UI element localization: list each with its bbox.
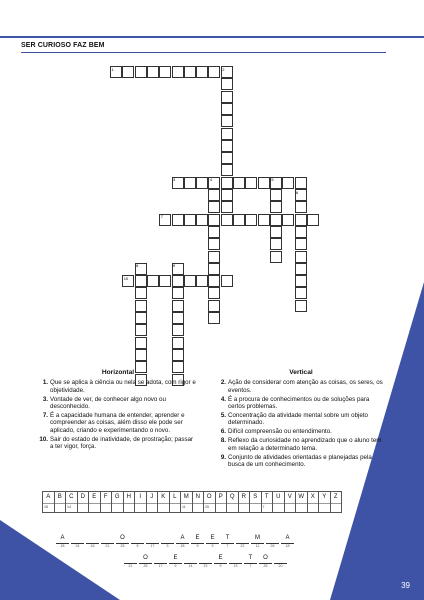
crossword-cell[interactable] xyxy=(221,275,233,287)
answer-code: 17 xyxy=(158,564,163,568)
answer-code: 25 xyxy=(120,544,125,548)
horizontal-heading: Horizontal xyxy=(101,369,135,376)
crossword-cell[interactable] xyxy=(196,275,208,287)
alphabet-letter: I xyxy=(139,494,142,500)
cell-divider xyxy=(181,503,192,504)
crossword-cell[interactable] xyxy=(208,238,220,250)
answer-letter: E xyxy=(195,535,200,541)
clue-number: 8 xyxy=(136,263,139,269)
alphabet-letter: U xyxy=(276,494,281,500)
crossword-cell[interactable] xyxy=(295,177,307,189)
answer-code: 3 xyxy=(166,544,169,548)
crossword-cell[interactable] xyxy=(135,324,147,336)
answer-code: 20 xyxy=(278,564,283,568)
answer-letter xyxy=(86,534,99,542)
crossword-cell[interactable] xyxy=(258,177,270,189)
answer-letter: A xyxy=(60,535,65,541)
vertical-clues xyxy=(216,369,386,470)
answer-slot[interactable] xyxy=(274,554,287,572)
alphabet-code-table xyxy=(43,491,342,513)
cell-divider xyxy=(262,503,273,504)
horizontal-clues xyxy=(38,369,198,452)
answer-code: 22 xyxy=(203,564,208,568)
cell-divider xyxy=(204,503,215,504)
blue-corner-left xyxy=(0,520,120,600)
crossword-cell[interactable] xyxy=(172,300,184,312)
alphabet-letter: O xyxy=(206,494,212,500)
answer-letter: T xyxy=(248,555,253,561)
alphabet-letter: L xyxy=(173,494,177,500)
answer-slot[interactable] xyxy=(116,534,129,552)
cell-divider xyxy=(101,503,112,504)
cell-divider xyxy=(135,503,146,504)
crossword-cell[interactable] xyxy=(221,214,233,226)
answer-code: 26 xyxy=(270,544,275,548)
crossword-cell[interactable] xyxy=(245,177,257,189)
crossword-cell[interactable] xyxy=(221,177,233,189)
clue-number: 4 xyxy=(209,177,213,183)
top-accent-line xyxy=(0,36,424,38)
alphabet-letter: R xyxy=(241,494,246,500)
answer-letter xyxy=(266,534,279,542)
answer-code: 9 xyxy=(174,564,177,568)
answer-code: 21 xyxy=(105,544,110,548)
cell-divider xyxy=(227,503,238,504)
clue-item: 8. Reflexo da curiosidade no aprendizado que o aluno tem em relação a determinado tema. xyxy=(220,437,382,452)
alphabet-letter: Y xyxy=(322,494,327,500)
crossword-cell[interactable] xyxy=(135,337,147,349)
answer-letter xyxy=(161,534,174,542)
answer-slot[interactable] xyxy=(259,554,272,572)
crossword-cell[interactable] xyxy=(208,201,220,213)
answer-code: 25 xyxy=(263,564,268,568)
crossword-cell[interactable] xyxy=(270,214,282,226)
crossword-cell[interactable] xyxy=(196,214,208,226)
alphabet-letter: D xyxy=(80,494,85,500)
answer-slot[interactable] xyxy=(71,534,84,552)
cell-divider xyxy=(43,503,54,504)
crossword-cell[interactable] xyxy=(122,66,134,78)
cell-divider xyxy=(112,503,123,504)
answer-letter xyxy=(124,554,137,562)
crossword-cell[interactable] xyxy=(172,324,184,336)
answer-code: 21 xyxy=(128,564,133,568)
answer-letter xyxy=(71,534,84,542)
answer-letter: T xyxy=(225,535,230,541)
secret-phrase-row-2 xyxy=(124,554,289,572)
crossword-cell[interactable] xyxy=(184,275,196,287)
answer-letter xyxy=(199,554,212,562)
crossword-cell[interactable] xyxy=(208,189,220,201)
answer-letter xyxy=(154,554,167,562)
page-number: 39 xyxy=(401,581,410,590)
crossword-cell[interactable] xyxy=(295,238,307,250)
cell-divider xyxy=(78,503,89,504)
crossword-cell[interactable] xyxy=(172,312,184,324)
cell-divider xyxy=(89,503,100,504)
alphabet-letter: A xyxy=(46,494,51,500)
crossword-cell[interactable] xyxy=(135,66,147,78)
alphabet-letter: F xyxy=(103,494,108,500)
crossword-cell[interactable] xyxy=(196,66,208,78)
crossword-cell[interactable] xyxy=(208,275,220,287)
cell-divider xyxy=(239,503,250,504)
crossword-cell[interactable] xyxy=(295,263,307,275)
answer-slot[interactable] xyxy=(199,554,212,572)
section-title: SER CURIOSO FAZ BEM xyxy=(21,42,105,49)
crossword-cell[interactable] xyxy=(135,275,147,287)
answer-code: 9 xyxy=(219,564,222,568)
clue-item: 1. Que se aplica à ciência ou nela se adota, com rigor e objetividade. xyxy=(42,379,196,394)
title-divider xyxy=(21,52,386,53)
crossword-cell[interactable] xyxy=(221,201,233,213)
crossword-cell[interactable] xyxy=(282,177,294,189)
clue-number: 6 xyxy=(296,189,299,195)
crossword-cell[interactable] xyxy=(295,287,307,299)
crossword-cell[interactable] xyxy=(221,128,233,140)
cell-divider xyxy=(193,503,204,504)
crossword-cell[interactable] xyxy=(295,201,307,213)
answer-letter xyxy=(184,554,197,562)
alphabet-letter: X xyxy=(310,494,315,500)
answer-letter: E xyxy=(210,535,215,541)
answer-slot[interactable] xyxy=(221,534,234,552)
cell-divider xyxy=(296,503,307,504)
crossword-cell[interactable] xyxy=(295,251,307,263)
cell-divider xyxy=(285,503,296,504)
clue-number: 5 xyxy=(271,177,274,183)
alphabet-code: 18 xyxy=(44,505,48,509)
crossword-cell[interactable] xyxy=(208,66,220,78)
crossword-cell[interactable] xyxy=(135,312,147,324)
crossword-cell[interactable] xyxy=(307,214,319,226)
cell-divider xyxy=(250,503,261,504)
answer-slot[interactable] xyxy=(139,554,152,572)
crossword-cell[interactable] xyxy=(135,349,147,361)
clue-item: 9. Conjunto de atividades orientadas e planejadas pela busca de um conhecimento. xyxy=(220,453,372,468)
crossword-cell[interactable] xyxy=(159,66,171,78)
answer-code: 18 xyxy=(285,544,290,548)
clue-number: 3 xyxy=(173,177,176,183)
answer-slot[interactable] xyxy=(124,554,137,572)
clue-item: 3. Vontade de ver, de conhecer algo novo ou desconhecido. xyxy=(42,395,166,411)
clue-item: 10. Sair do estado de inatividade, de prostração; passar a ter vigor, força. xyxy=(39,435,194,451)
crossword-cell[interactable] xyxy=(208,263,220,275)
crossword-cell[interactable] xyxy=(233,214,245,226)
answer-slot[interactable] xyxy=(214,554,227,572)
answer-slot[interactable] xyxy=(191,534,204,552)
answer-slot[interactable] xyxy=(86,534,99,552)
crossword-cell[interactable] xyxy=(221,189,233,201)
clue-number: 7 xyxy=(160,214,163,220)
clue-item: 4. É a procura de conhecimentos ou de soluções para certos problemas. xyxy=(220,395,370,411)
cell-divider xyxy=(216,503,227,504)
crossword-cell[interactable] xyxy=(208,287,220,299)
answer-slot[interactable] xyxy=(229,554,242,572)
cell-divider xyxy=(147,503,158,504)
alphabet-letter: W xyxy=(298,494,305,500)
answer-slot[interactable] xyxy=(131,534,144,552)
clue-item: 7. É a capacidade humana de entender, aprender e compreender as coisas, além disso ele pode ser aplicado, criando e experimentando o novo. xyxy=(42,412,185,434)
answer-slot[interactable] xyxy=(154,554,167,572)
alphabet-cell[interactable] xyxy=(330,491,343,513)
crossword-cell[interactable] xyxy=(172,275,184,287)
answer-slot[interactable] xyxy=(161,534,174,552)
alphabet-letter: V xyxy=(287,494,292,500)
crossword-cell[interactable] xyxy=(184,214,196,226)
cell-divider xyxy=(170,503,181,504)
alphabet-code: 7 xyxy=(262,505,265,509)
answer-slot[interactable] xyxy=(184,554,197,572)
crossword-cell[interactable] xyxy=(184,177,196,189)
answer-code: 9 xyxy=(211,544,214,548)
answer-code: 16 xyxy=(90,544,95,548)
answer-slot[interactable] xyxy=(244,554,257,572)
crossword-cell[interactable] xyxy=(135,300,147,312)
crossword-cell[interactable] xyxy=(258,214,270,226)
cell-divider xyxy=(319,503,330,504)
answer-code: 17 xyxy=(150,544,155,548)
crossword-cell[interactable] xyxy=(208,300,220,312)
alphabet-letter: K xyxy=(161,494,166,500)
alphabet-letter: T xyxy=(264,494,269,500)
cell-divider xyxy=(273,503,284,504)
answer-code: 18 xyxy=(60,544,65,548)
alphabet-letter: P xyxy=(218,494,223,500)
answer-code: 11 xyxy=(255,544,260,548)
answer-letter: M xyxy=(255,535,260,541)
answer-letter xyxy=(236,534,249,542)
answer-slot[interactable] xyxy=(101,534,114,552)
crossword-cell[interactable] xyxy=(221,152,233,164)
crossword-cell[interactable] xyxy=(135,287,147,299)
vertical-heading: Vertical xyxy=(289,369,313,376)
clue-item: 2. Ação de considerar com atenção as coisas, os seres, os eventos. xyxy=(220,379,383,394)
crossword-cell[interactable] xyxy=(172,214,184,226)
answer-slot[interactable] xyxy=(236,534,249,552)
answer-letter xyxy=(274,554,287,562)
alphabet-letter: Z xyxy=(333,494,338,500)
crossword-cell[interactable] xyxy=(172,349,184,361)
alphabet-code: 11 xyxy=(182,505,186,509)
answer-letter xyxy=(101,534,114,542)
crossword-cell[interactable] xyxy=(208,226,220,238)
answer-slot[interactable] xyxy=(56,534,69,552)
clue-item: 5. Concentração da atividade mental sobre um objeto determinado. xyxy=(220,412,368,427)
answer-letter: E xyxy=(173,555,178,561)
answer-letter: O xyxy=(263,555,268,561)
crossword-cell[interactable] xyxy=(196,177,208,189)
alphabet-letter: B xyxy=(57,494,62,500)
answer-letter: O xyxy=(143,555,148,561)
crossword-cell[interactable] xyxy=(221,140,233,152)
crossword-cell[interactable] xyxy=(295,214,307,226)
alphabet-letter: Q xyxy=(229,494,235,500)
crossword-cell[interactable] xyxy=(159,275,171,287)
cell-divider xyxy=(308,503,319,504)
crossword-cell[interactable] xyxy=(245,214,257,226)
answer-code: 7 xyxy=(226,544,229,548)
alphabet-letter: H xyxy=(126,494,131,500)
answer-slot[interactable] xyxy=(176,534,189,552)
crossword-cell[interactable] xyxy=(221,103,233,115)
answer-code: 7 xyxy=(249,564,252,568)
answer-letter: E xyxy=(218,555,223,561)
clue-number: 1 xyxy=(111,66,114,72)
alphabet-letter: C xyxy=(69,494,74,500)
alphabet-letter: N xyxy=(195,494,200,500)
crossword-cell[interactable] xyxy=(221,115,233,127)
answer-code: 25 xyxy=(143,564,148,568)
alphabet-code: 14 xyxy=(67,505,71,509)
crossword-cell[interactable] xyxy=(221,78,233,90)
clue-number: 2 xyxy=(222,66,225,72)
crossword-cell[interactable] xyxy=(295,226,307,238)
cell-divider xyxy=(55,503,66,504)
answer-letter: O xyxy=(120,535,125,541)
answer-code: 24 xyxy=(75,544,80,548)
answer-letter xyxy=(146,534,159,542)
crossword-cell[interactable] xyxy=(172,337,184,349)
crossword-cell[interactable] xyxy=(221,164,233,176)
crossword-cell[interactable] xyxy=(270,251,282,263)
crossword-cell[interactable] xyxy=(270,201,282,213)
crossword-cell[interactable] xyxy=(282,214,294,226)
clue-item: 6. Difícil compreensão ou entendimento. xyxy=(220,428,332,436)
alphabet-letter: M xyxy=(183,494,189,500)
alphabet-letter: E xyxy=(92,494,97,500)
answer-slot[interactable] xyxy=(266,534,279,552)
crossword-cell[interactable] xyxy=(208,214,220,226)
crossword-cell[interactable] xyxy=(147,275,159,287)
answer-code: 13 xyxy=(233,564,238,568)
crossword-cell[interactable] xyxy=(270,238,282,250)
cell-divider xyxy=(331,503,342,504)
answer-code: 5 xyxy=(136,544,139,548)
clue-number: 10 xyxy=(123,275,129,281)
crossword-cell[interactable] xyxy=(172,287,184,299)
cell-divider xyxy=(158,503,169,504)
crossword-cell[interactable] xyxy=(233,177,245,189)
crossword-cell[interactable] xyxy=(208,312,220,324)
answer-slot[interactable] xyxy=(281,534,294,552)
crossword-cell[interactable] xyxy=(172,66,184,78)
crossword-cell[interactable] xyxy=(147,66,159,78)
answer-letter: A xyxy=(180,535,185,541)
crossword-cell[interactable] xyxy=(208,251,220,263)
cell-divider xyxy=(124,503,135,504)
crossword-cell[interactable] xyxy=(184,66,196,78)
answer-letter: A xyxy=(285,535,290,541)
answer-letter xyxy=(131,534,144,542)
answer-code: 22 xyxy=(240,544,245,548)
answer-slot[interactable] xyxy=(169,554,182,572)
alphabet-letter: G xyxy=(114,494,120,500)
cell-divider xyxy=(66,503,77,504)
crossword-cell[interactable] xyxy=(270,226,282,238)
answer-slot[interactable] xyxy=(146,534,159,552)
crossword-cell[interactable] xyxy=(295,275,307,287)
answer-code: 18 xyxy=(180,544,185,548)
crossword-cell[interactable] xyxy=(295,300,307,312)
clue-number: 9 xyxy=(173,263,176,269)
alphabet-letter: J xyxy=(150,494,154,500)
answer-code: 9 xyxy=(196,544,199,548)
alphabet-letter: S xyxy=(253,494,258,500)
answer-letter xyxy=(229,554,242,562)
alphabet-code: 25 xyxy=(205,505,209,509)
secret-phrase-row-1 xyxy=(56,534,296,552)
answer-slot[interactable] xyxy=(251,534,264,552)
crossword-cell[interactable] xyxy=(270,189,282,201)
answer-code: 14 xyxy=(188,564,193,568)
crossword-cell[interactable] xyxy=(221,91,233,103)
answer-slot[interactable] xyxy=(206,534,219,552)
